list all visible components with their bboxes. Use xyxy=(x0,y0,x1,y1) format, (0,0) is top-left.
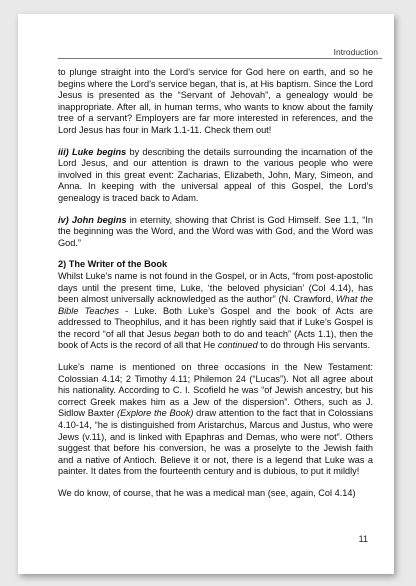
body-text xyxy=(58,67,373,500)
header-rule xyxy=(58,58,382,59)
running-header: Introduction xyxy=(333,47,378,57)
paragraph-writer: Whilst Luke’s name is not found in the Gospel, or in Acts, “from post-apostolic days until the present time, Luke, ‘the beloved physician’ (Col 4.14), has been almost universally acknowledged as the author” (N. Crawford, What the Bible Teaches - Luke. Both Luke’s Gospel and the book of Acts are addressed to Theophilus, and it has been rightly said that if Luke’s Gospel is the record “of all that Jesus began both to do and teach” (Acts 1.1), then the book of Acts is the record of all that He continued to do through His servants. xyxy=(58,270,373,351)
paragraph-john-begins: iv) John begins in eternity, showing that Christ is God Himself. See 1.1, “In the beginning was the Word, and the Word was with God, and the Word was God.” xyxy=(58,214,373,248)
book-page xyxy=(18,14,394,574)
luke-begins-lead: iii) Luke begins xyxy=(58,146,127,157)
section-heading: 2) The Writer of the Book xyxy=(58,259,168,270)
page-number: 11 xyxy=(358,534,368,544)
paragraph-luke-begins: iii) Luke begins by describing the details surrounding the incarnation of the Lord Jesus, and our attention is drawn to the various people who were involved in this great event: Zacharias, Elizabeth, John, Mary, Simeon, and Anna. In keeping with the universal appeal of this Gospel, the Lord’s genealogy is traced back to Adam. xyxy=(58,146,373,203)
paragraph-medical-man: We do know, of course, that he was a medical man (see, again, Col 4.14) xyxy=(58,488,356,498)
paragraph-luke-name: Luke’s name is mentioned on three occasions in the New Testament: Colossian 4.14; 2 Timothy 4.11; Philemon 24 (“Lucas”). Not all agree about his nationality. According to C. I. Scofield he was “of Jewish ancestry, but his correct Greek makes him as a Jew of the dispersion”. Others, such as J. Sidlow Baxter (Explore the Book) draw attention to the fact that in Colossians 4.10-14, “he is distinguished from Aristarchus, Marcus and Justus, who were Jews (v.11), and is linked with Epaphras and Demas, who were not”. Others suggest that before his conversion, he was a proselyte to the Jewish faith and a native of Antioch. Believe it or not, there is a legend that Luke was a painter. It dates from the fourteenth century and is dubious, to put it mildly! xyxy=(58,362,373,477)
john-begins-lead: iv) John begins xyxy=(58,214,127,225)
paragraph-1: to plunge straight into the Lord’s service for God here on earth, and so he begins where the Lord’s service began, that is, at His baptism. Since the Lord Jesus is presented as the “Servant of Jehovah”, a genealogy would be inappropriate. After all, in human terms, who wants to know about the family tree of a servant? Employers are far more interested in references, and the Lord Jesus has four in Mark 1.1-11. Check them out! xyxy=(58,67,373,135)
